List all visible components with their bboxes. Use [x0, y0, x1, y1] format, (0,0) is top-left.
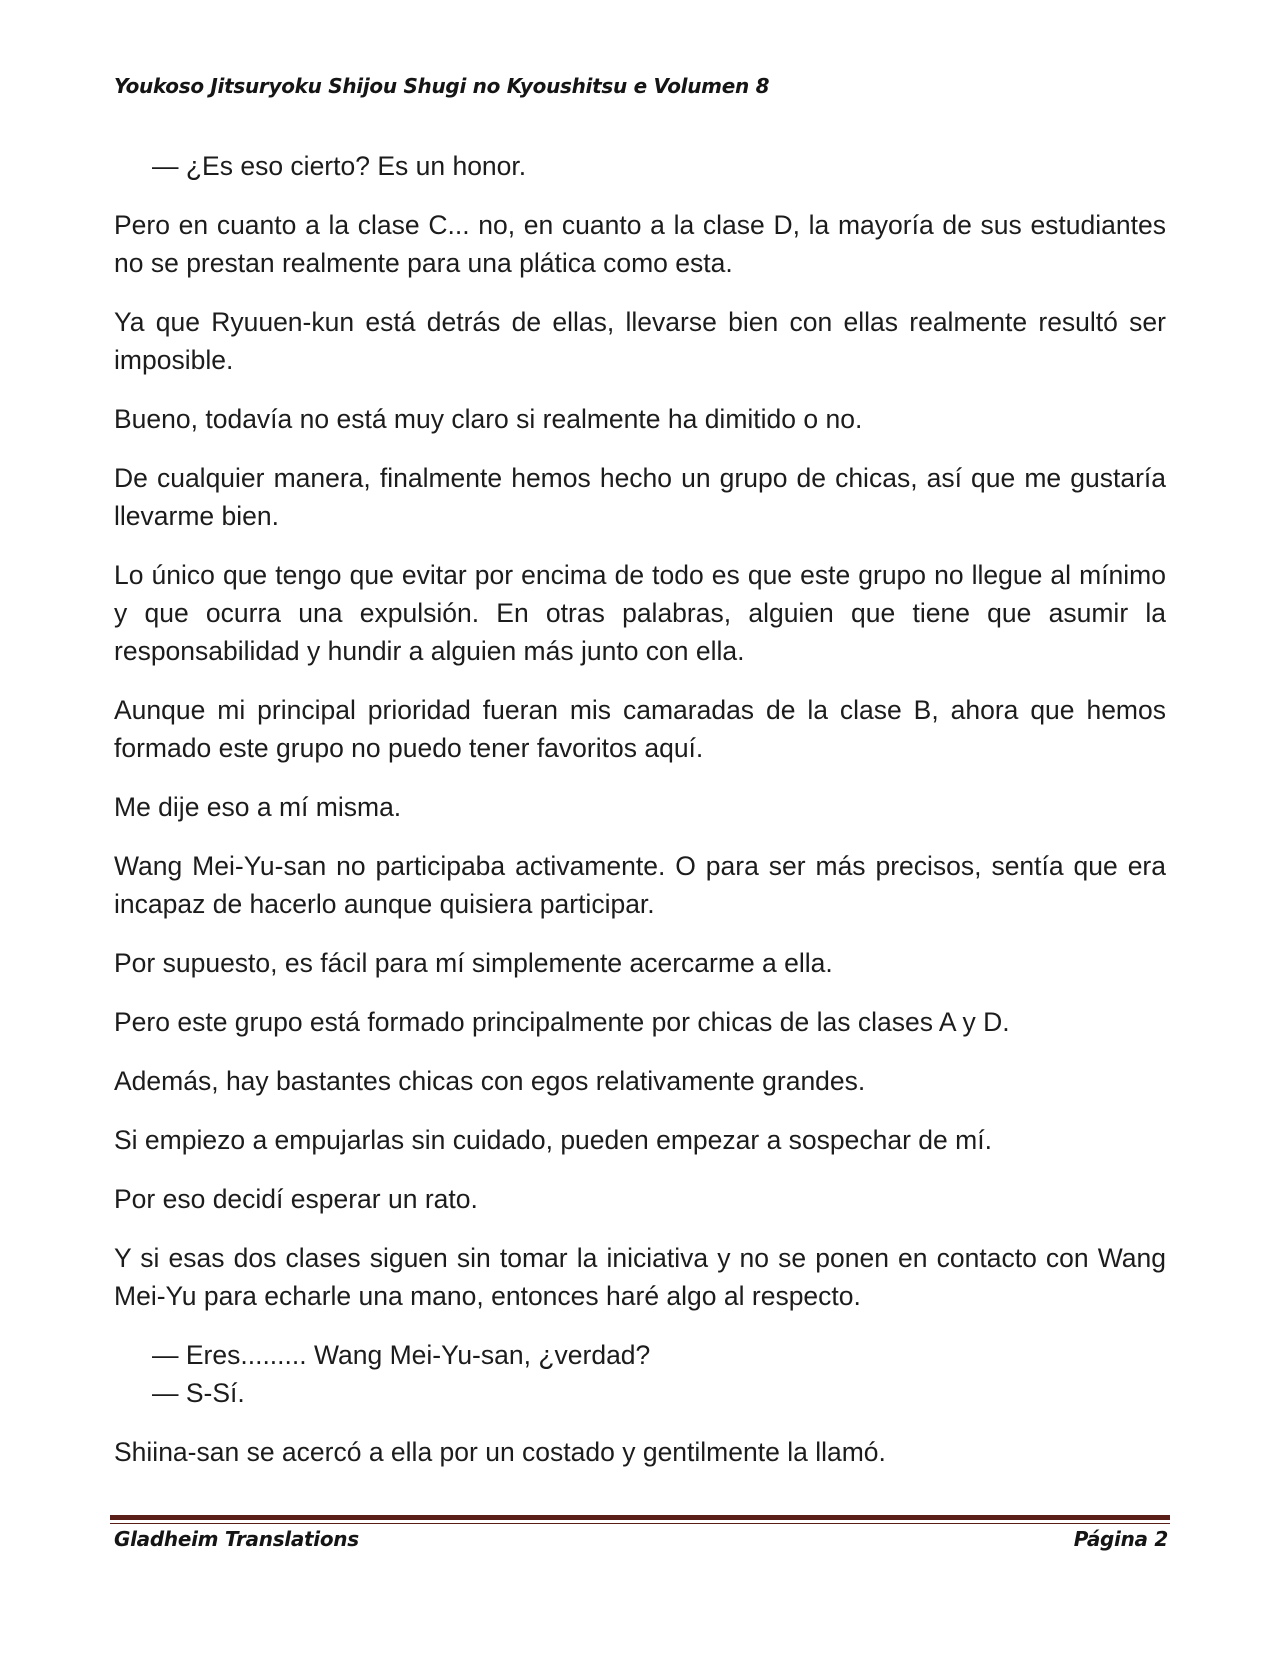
- paragraph: Por eso decidí esperar un rato.: [114, 1184, 478, 1214]
- dialogue-line: — Eres......... Wang Mei-Yu-san, ¿verdad?: [152, 1340, 651, 1370]
- paragraph: Si empiezo a empujarlas sin cuidado, pueden empezar a sospechar de mí.: [114, 1125, 992, 1155]
- footer-page-number: Página 2: [1073, 1527, 1168, 1551]
- paragraph: Me dije eso a mí misma.: [114, 792, 402, 822]
- footer-rule-thin: [110, 1523, 1170, 1524]
- dialogue-line: — S-Sí.: [152, 1378, 245, 1408]
- paragraph: Por supuesto, es fácil para mí simplemente acercarme a ella.: [114, 948, 833, 978]
- paragraph: De cualquier manera, finalmente hemos hecho un grupo de chicas, así que me gustaría llevarme bien.: [114, 463, 1166, 531]
- paragraph: Pero este grupo está formado principalmente por chicas de las clases A y D.: [114, 1007, 1010, 1037]
- footer-rule-thick: [110, 1515, 1170, 1520]
- footer-translator: Gladheim Translations: [114, 1527, 359, 1551]
- page-header-title: Youkoso Jitsuryoku Shijou Shugi no Kyoushitsu e Volumen 8: [114, 74, 770, 98]
- paragraph: Lo único que tengo que evitar por encima de todo es que este grupo no llegue al mínimo y que ocurra una expulsión. En otras palabras, alguien que tiene que asumir la responsabilidad y hundir a alguien más junto con ella.: [114, 560, 1166, 666]
- paragraph: Además, hay bastantes chicas con egos relativamente grandes.: [114, 1066, 866, 1096]
- page-body: [114, 147, 1166, 1492]
- paragraph: Bueno, todavía no está muy claro si realmente ha dimitido o no.: [114, 404, 863, 434]
- dialogue-line: — ¿Es eso cierto? Es un honor.: [152, 151, 527, 181]
- paragraph: Pero en cuanto a la clase C... no, en cuanto a la clase D, la mayoría de sus estudiantes no se prestan realmente para una plática como esta.: [114, 210, 1166, 278]
- paragraph: Ya que Ryuuen-kun está detrás de ellas, llevarse bien con ellas realmente resultó ser imposible.: [114, 307, 1166, 375]
- paragraph: Aunque mi principal prioridad fueran mis camaradas de la clase B, ahora que hemos formado este grupo no puedo tener favoritos aquí.: [114, 695, 1166, 763]
- paragraph: Shiina-san se acercó a ella por un costado y gentilmente la llamó.: [114, 1437, 886, 1467]
- paragraph: Y si esas dos clases siguen sin tomar la iniciativa y no se ponen en contacto con Wang Mei-Yu para echarle una mano, entonces haré algo al respecto.: [114, 1243, 1166, 1311]
- paragraph: Wang Mei-Yu-san no participaba activamente. O para ser más precisos, sentía que era incapaz de hacerlo aunque quisiera participar.: [114, 851, 1166, 919]
